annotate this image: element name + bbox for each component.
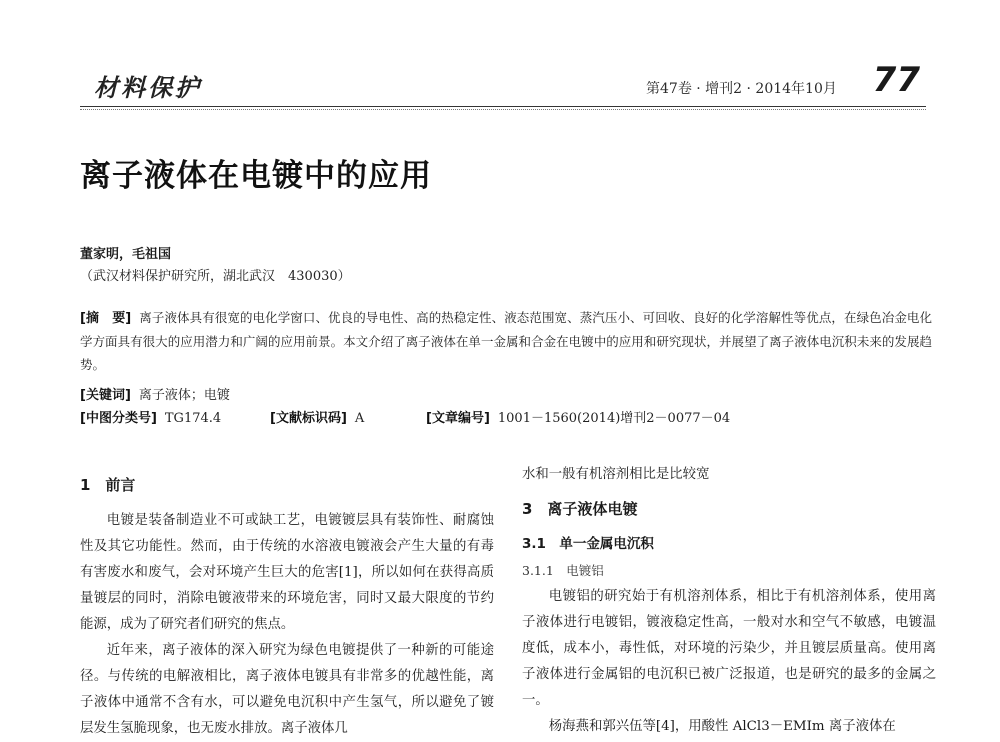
keywords-label: [关键词]	[80, 388, 131, 403]
aluminum-paragraph-1: 电镀铝的研究始于有机溶剂体系，相比于有机溶剂体系，使用离子液体进行电镀铝，镀液稳定性高，一般对水和空气不敏感，电镀温度低，成本小，毒性低，对环境的污染少，并且镀层质量高。使用离子液体进行金属铝的电沉积已被广泛报道，也是研究的最多的金属之一。	[522, 589, 936, 708]
article-no-item	[426, 407, 730, 426]
left-column	[80, 470, 494, 742]
introduction-paragraph-1: 电镀是装备制造业不可或缺工艺，电镀镀层具有装饰性、耐腐蚀性及其它功能性。然而，由于传统的水溶液电镀液会产生大量的有毒有害废水和废气，会对环境产生巨大的危害[1]，所以如何在获得高质量镀层的同时，消除电镀液带来的环境危害，同时又最大限度的节约能源，成为了研究者们研究的焦点。	[80, 513, 494, 632]
right-column	[522, 462, 936, 740]
introduction-paragraph-2: 近年来，离子液体的深入研究为绿色电镀提供了一种新的可能途径。与传统的电解液相比，离子液体电镀具有非常多的优越性能，离子液体中通常不含有水，可以避免电沉积中产生氢气，所以避免了镀层发生氢脆现象，也无废水排放。离子液体几	[80, 643, 494, 736]
article-no-value: 1001－1560(2014)增刊2－0077－04	[497, 411, 731, 426]
header-rule-dotted	[80, 109, 926, 110]
doc-code-item	[270, 407, 426, 426]
section-heading-electroplating: 3 离子液体电镀	[522, 500, 638, 518]
subsection-heading-single-metal: 3.1 单一金属电沉积	[522, 536, 654, 552]
keywords-text: 离子液体；电镀	[138, 388, 230, 403]
classification-line	[80, 407, 940, 426]
clc-item	[80, 407, 270, 426]
doc-code-value: A	[354, 411, 365, 426]
keywords-line	[80, 384, 230, 403]
issue-info: 第47卷 · 增刊2 · 2014年10月	[646, 81, 837, 97]
page-header	[80, 58, 920, 104]
article-no-label: [文章编号]	[426, 411, 490, 426]
header-rule	[80, 106, 926, 107]
section-heading-introduction: 1 前言	[80, 476, 136, 494]
page-number: 77	[872, 60, 920, 100]
aluminum-paragraph-2: 杨海燕和郭兴伍等[4]，用酸性 AlCl3－EMIm 离子液体在	[548, 719, 896, 734]
article-authors: 董家明，毛祖国	[80, 247, 172, 262]
continued-text: 水和一般有机溶剂相比是比较宽	[522, 467, 710, 482]
clc-label: [中图分类号]	[80, 411, 157, 426]
subsubsection-heading-aluminum: 3.1.1 电镀铝	[522, 563, 604, 578]
doc-code-label: [文献标识码]	[270, 411, 347, 426]
journal-logo: 材料保护	[94, 73, 202, 102]
abstract-text: 离子液体具有很宽的电化学窗口、优良的导电性、高的热稳定性、液态范围宽、蒸汽压小、可回收、良好的化学溶解性等优点，在绿色冶金电化学方面具有很大的应用潜力和广阔的应用前景。本文介绍了离子液体在单一金属和合金在电镀中的应用和研究现状，并展望了离子液体电沉积未来的发展趋势。	[80, 310, 932, 372]
abstract-label: [摘 要]	[80, 311, 132, 326]
article-title: 离子液体在电镀中的应用	[80, 158, 432, 194]
clc-value: TG174.4	[164, 411, 222, 426]
article-affiliation: （武汉材料保护研究所，湖北武汉 430030）	[80, 269, 351, 284]
abstract	[80, 306, 932, 376]
